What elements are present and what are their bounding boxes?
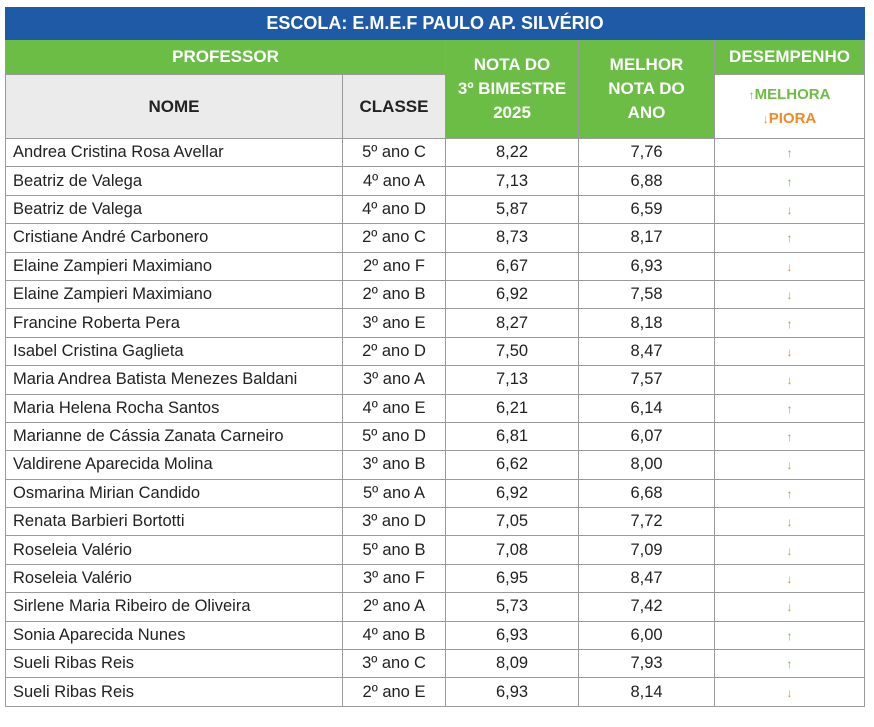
teacher-name: Sonia Aparecida Nunes [6,621,343,649]
grade-cell: 6,62 [446,451,579,479]
teacher-name: Renata Barbieri Bortotti [6,508,343,536]
teacher-name: Sueli Ribas Reis [6,678,343,706]
arrow-up-icon: ↑ [786,316,793,331]
teacher-name: Marianne de Cássia Zanata Carneiro [6,422,343,450]
trend-cell [715,167,865,195]
trend-cell [715,422,865,450]
teacher-name: Francine Roberta Pera [6,309,343,337]
class-cell: 3º ano C [343,650,446,678]
performance-table [5,7,865,707]
grade-cell: 6,21 [446,394,579,422]
legend-melhora: ↑MELHORA [748,85,831,103]
header-nome: NOME [6,75,343,139]
trend-cell [715,337,865,365]
class-cell: 3º ano B [343,451,446,479]
grade-cell: 8,09 [446,650,579,678]
trend-cell [715,451,865,479]
teacher-name: Cristiane André Carbonero [6,224,343,252]
table-row [6,593,865,621]
arrow-down-icon: ↓ [786,572,793,587]
teacher-name: Elaine Zampieri Maximiano [6,280,343,308]
grade-cell: 5,73 [446,593,579,621]
table-row [6,167,865,195]
best-grade-cell: 6,07 [579,422,715,450]
header-desempenho: DESEMPENHO [715,40,865,75]
class-cell: 5º ano A [343,479,446,507]
grade-cell: 8,73 [446,224,579,252]
trend-cell [715,394,865,422]
arrow-down-icon: ↓ [786,202,793,217]
grade-cell: 6,67 [446,252,579,280]
table-row [6,564,865,592]
best-grade-cell: 8,00 [579,451,715,479]
grade-cell: 6,95 [446,564,579,592]
arrow-up-icon: ↑ [786,628,793,643]
grade-cell: 6,92 [446,479,579,507]
grade-cell: 6,93 [446,678,579,706]
grade-cell: 6,81 [446,422,579,450]
trend-cell [715,564,865,592]
class-cell: 5º ano D [343,422,446,450]
grade-cell: 7,13 [446,366,579,394]
header-classe: CLASSE [343,75,446,139]
grade-cell: 7,05 [446,508,579,536]
trend-cell [715,366,865,394]
trend-cell [715,678,865,706]
table-row [6,451,865,479]
class-cell: 4º ano E [343,394,446,422]
arrow-up-icon: ↑ [786,657,793,672]
trend-cell [715,139,865,167]
arrow-up-icon: ↑ [786,486,793,501]
grade-cell: 8,22 [446,139,579,167]
header-nota: NOTA DO 3º BIMESTRE 2025 [446,40,579,139]
teacher-name: Sirlene Maria Ribeiro de Oliveira [6,593,343,621]
best-grade-cell: 8,17 [579,224,715,252]
teacher-name: Valdirene Aparecida Molina [6,451,343,479]
table-row [6,139,865,167]
class-cell: 2º ano D [343,337,446,365]
table-row [6,422,865,450]
table-row [6,252,865,280]
class-cell: 2º ano A [343,593,446,621]
teacher-name: Isabel Cristina Gaglieta [6,337,343,365]
arrow-down-icon: ↓ [786,515,793,530]
table-row [6,650,865,678]
teacher-name: Roseleia Valério [6,564,343,592]
arrow-down-icon: ↓ [786,288,793,303]
class-cell: 3º ano A [343,366,446,394]
trend-cell [715,508,865,536]
best-grade-cell: 6,93 [579,252,715,280]
grade-cell: 7,08 [446,536,579,564]
best-grade-cell: 7,09 [579,536,715,564]
teacher-name: Osmarina Mirian Candido [6,479,343,507]
table-row [6,621,865,649]
best-grade-cell: 7,58 [579,280,715,308]
table-row [6,394,865,422]
class-cell: 3º ano D [343,508,446,536]
arrow-down-icon: ↓ [786,373,793,388]
class-cell: 2º ano B [343,280,446,308]
grade-cell: 7,13 [446,167,579,195]
best-grade-cell: 8,14 [579,678,715,706]
table-row [6,479,865,507]
class-cell: 2º ano E [343,678,446,706]
best-grade-cell: 7,42 [579,593,715,621]
header-professor: PROFESSOR [6,40,446,75]
arrow-down-icon: ↓ [786,344,793,359]
arrow-up-icon: ↑ [786,231,793,246]
grade-cell: 5,87 [446,195,579,223]
arrow-up-icon: ↑ [786,146,793,161]
legend-piora: ↓PIORA [762,109,817,127]
table-row [6,536,865,564]
table-row [6,224,865,252]
arrow-down-icon: ↓ [786,543,793,558]
trend-cell [715,593,865,621]
grade-cell: 6,93 [446,621,579,649]
grade-cell: 7,50 [446,337,579,365]
arrow-down-icon: ↓ [786,458,793,473]
trend-legend [715,75,865,139]
class-cell: 5º ano C [343,139,446,167]
class-cell: 3º ano E [343,309,446,337]
teacher-name: Sueli Ribas Reis [6,650,343,678]
teacher-name: Elaine Zampieri Maximiano [6,252,343,280]
best-grade-cell: 6,00 [579,621,715,649]
best-grade-cell: 8,18 [579,309,715,337]
table-row [6,366,865,394]
class-cell: 4º ano A [343,167,446,195]
grade-cell: 6,92 [446,280,579,308]
trend-cell [715,621,865,649]
best-grade-cell: 7,93 [579,650,715,678]
school-title: ESCOLA: E.M.E.F PAULO AP. SILVÉRIO [6,8,865,40]
trend-cell [715,309,865,337]
best-grade-cell: 6,88 [579,167,715,195]
class-cell: 5º ano B [343,536,446,564]
best-grade-cell: 7,57 [579,366,715,394]
best-grade-cell: 6,68 [579,479,715,507]
trend-cell [715,650,865,678]
class-cell: 2º ano C [343,224,446,252]
arrow-down-icon: ↓ [762,111,769,126]
teacher-name: Beatriz de Valega [6,195,343,223]
trend-cell [715,280,865,308]
teacher-name: Andrea Cristina Rosa Avellar [6,139,343,167]
table-row [6,337,865,365]
teacher-name: Maria Andrea Batista Menezes Baldani [6,366,343,394]
arrow-up-icon: ↑ [786,401,793,416]
teacher-name: Maria Helena Rocha Santos [6,394,343,422]
trend-cell [715,224,865,252]
best-grade-cell: 7,76 [579,139,715,167]
table-row [6,678,865,706]
best-grade-cell: 8,47 [579,337,715,365]
table-row [6,195,865,223]
arrow-up-icon: ↑ [748,87,755,102]
trend-cell [715,195,865,223]
class-cell: 2º ano F [343,252,446,280]
grade-cell: 8,27 [446,309,579,337]
header-melhor-nota: MELHOR NOTA DO ANO [579,40,715,139]
trend-cell [715,536,865,564]
trend-cell [715,252,865,280]
arrow-down-icon: ↓ [786,259,793,274]
arrow-up-icon: ↑ [786,174,793,189]
best-grade-cell: 6,14 [579,394,715,422]
teacher-name: Beatriz de Valega [6,167,343,195]
best-grade-cell: 8,47 [579,564,715,592]
teacher-name: Roseleia Valério [6,536,343,564]
class-cell: 4º ano B [343,621,446,649]
table-row [6,280,865,308]
trend-cell [715,479,865,507]
class-cell: 4º ano D [343,195,446,223]
best-grade-cell: 6,59 [579,195,715,223]
best-grade-cell: 7,72 [579,508,715,536]
arrow-down-icon: ↓ [786,685,793,700]
class-cell: 3º ano F [343,564,446,592]
table-row [6,309,865,337]
arrow-down-icon: ↓ [786,600,793,615]
table-row [6,508,865,536]
arrow-up-icon: ↑ [786,430,793,445]
